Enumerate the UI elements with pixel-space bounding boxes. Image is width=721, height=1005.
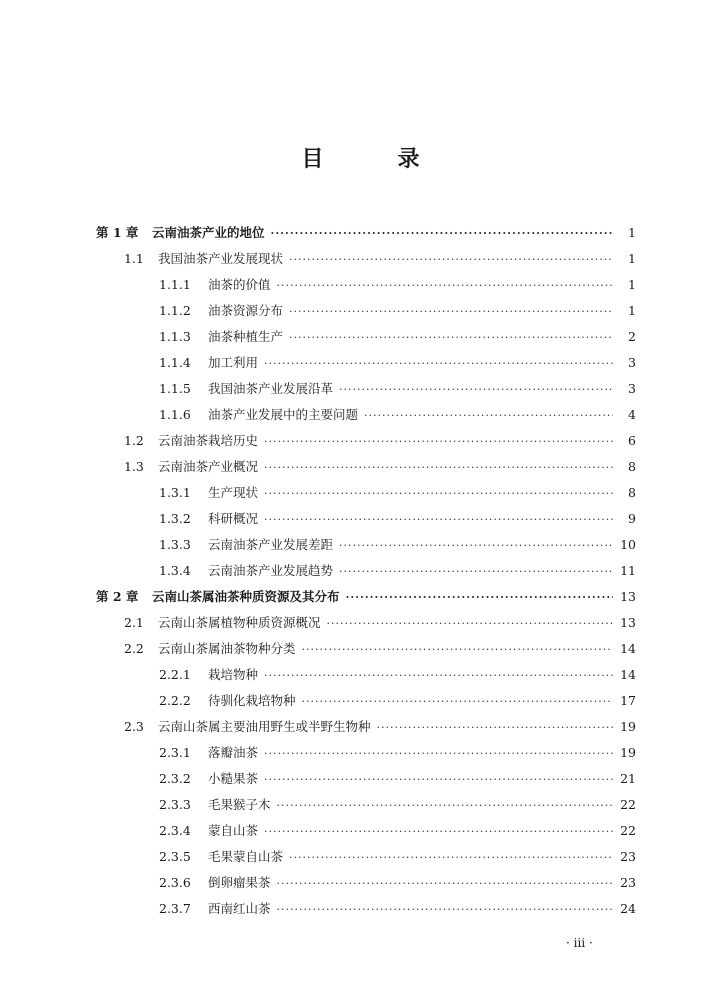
toc-entry-title: 油茶产业发展中的主要问题 xyxy=(208,407,359,422)
toc-leader-dots xyxy=(289,299,613,325)
toc-entry-page: 13 xyxy=(620,589,636,604)
toc-entry-page: 3 xyxy=(628,381,636,396)
toc-entry-title: 云南山茶属主要油用野生或半野生物种 xyxy=(158,719,371,734)
toc-entry[interactable] xyxy=(0,480,721,506)
toc-entry-page: 19 xyxy=(620,719,636,734)
toc-leader-dots xyxy=(289,325,613,351)
toc-entry-page: 1 xyxy=(628,277,636,292)
toc-leader-dots xyxy=(264,663,613,689)
toc-entry[interactable] xyxy=(0,272,721,298)
toc-entry-title: 加工利用 xyxy=(208,355,259,370)
toc-entry[interactable] xyxy=(0,610,721,636)
toc-entry-page: 21 xyxy=(620,771,636,786)
toc-entry-page: 6 xyxy=(628,433,636,448)
toc-entry-title: 云南油茶产业发展趋势 xyxy=(208,563,334,578)
toc-leader-dots xyxy=(302,637,613,663)
toc-entry-title: 云南油茶产业概况 xyxy=(158,459,259,474)
toc-entry-number: 1.1.2 xyxy=(159,303,191,318)
toc-entry-title: 蒙自山茶 xyxy=(208,823,259,838)
toc-leader-dots xyxy=(302,689,613,715)
toc-leader-dots xyxy=(264,429,613,455)
toc-entry-number: 1.1.5 xyxy=(159,381,191,396)
toc-entry-title: 西南红山茶 xyxy=(208,901,271,916)
toc-entry-title: 云南山茶属油茶种质资源及其分布 xyxy=(152,589,340,604)
toc-entry[interactable] xyxy=(0,428,721,454)
table-of-contents xyxy=(0,220,721,922)
toc-entry-number: 1.1.4 xyxy=(159,355,191,370)
toc-entry-number: 1.1.1 xyxy=(159,277,191,292)
toc-leader-dots xyxy=(289,247,613,273)
toc-leader-dots xyxy=(264,819,613,845)
toc-entry-title: 云南山茶属油茶物种分类 xyxy=(158,641,296,656)
toc-entry-number: 1.3.2 xyxy=(159,511,191,526)
toc-entry-number: 1.3.1 xyxy=(159,485,191,500)
toc-entry-number: 2.3 xyxy=(124,719,144,734)
toc-leader-dots xyxy=(346,585,613,611)
toc-leader-dots xyxy=(277,273,613,299)
toc-entry-title: 毛果蒙自山茶 xyxy=(208,849,284,864)
toc-entry-number: 第 1 章 xyxy=(96,225,139,240)
toc-entry[interactable] xyxy=(0,662,721,688)
toc-entry-title: 栽培物种 xyxy=(208,667,259,682)
toc-entry[interactable] xyxy=(0,220,721,246)
toc-entry-page: 10 xyxy=(620,537,636,552)
toc-entry-page: 3 xyxy=(628,355,636,370)
toc-entry-page: 14 xyxy=(620,667,636,682)
toc-entry-title: 云南油茶产业发展差距 xyxy=(208,537,334,552)
toc-leader-dots xyxy=(264,455,613,481)
toc-entry-title: 我国油茶产业发展现状 xyxy=(158,251,284,266)
toc-entry-title: 油茶种植生产 xyxy=(208,329,284,344)
toc-entry-page: 17 xyxy=(620,693,636,708)
toc-entry-number: 2.3.2 xyxy=(159,771,191,786)
toc-entry[interactable] xyxy=(0,246,721,272)
toc-entry[interactable] xyxy=(0,506,721,532)
toc-entry-number: 2.3.1 xyxy=(159,745,191,760)
toc-entry-page: 1 xyxy=(628,225,636,240)
toc-entry[interactable] xyxy=(0,714,721,740)
toc-entry[interactable] xyxy=(0,636,721,662)
toc-entry[interactable] xyxy=(0,896,721,922)
toc-entry-page: 24 xyxy=(620,901,636,916)
toc-leader-dots xyxy=(264,351,613,377)
toc-leader-dots xyxy=(264,767,613,793)
toc-entry[interactable] xyxy=(0,818,721,844)
toc-entry-title: 云南油茶产业的地位 xyxy=(152,225,265,240)
toc-entry-page: 23 xyxy=(620,849,636,864)
toc-entry-page: 9 xyxy=(628,511,636,526)
toc-entry-number: 1.2 xyxy=(124,433,144,448)
toc-entry-title: 油茶的价值 xyxy=(208,277,271,292)
toc-entry[interactable] xyxy=(0,870,721,896)
toc-entry[interactable] xyxy=(0,324,721,350)
page-title: 目 录 xyxy=(301,146,446,172)
toc-entry-number: 2.3.6 xyxy=(159,875,191,890)
toc-entry-title: 云南油茶栽培历史 xyxy=(158,433,259,448)
toc-entry[interactable] xyxy=(0,558,721,584)
toc-entry-number: 2.2.2 xyxy=(159,693,191,708)
page-number: · ⅲ · xyxy=(566,936,593,950)
toc-entry[interactable] xyxy=(0,402,721,428)
toc-leader-dots xyxy=(264,507,613,533)
toc-leader-dots xyxy=(271,221,613,247)
toc-leader-dots xyxy=(377,715,613,741)
toc-entry-title: 倒卵瘤果茶 xyxy=(208,875,271,890)
toc-entry-number: 1.3.3 xyxy=(159,537,191,552)
toc-entry[interactable] xyxy=(0,532,721,558)
toc-entry-page: 1 xyxy=(628,303,636,318)
toc-leader-dots xyxy=(264,481,613,507)
toc-entry-page: 4 xyxy=(628,407,636,422)
toc-entry[interactable] xyxy=(0,766,721,792)
toc-entry-number: 1.3 xyxy=(124,459,144,474)
toc-entry-page: 13 xyxy=(620,615,636,630)
toc-entry-title: 待驯化栽培物种 xyxy=(208,693,296,708)
toc-leader-dots xyxy=(339,559,613,585)
toc-entry[interactable] xyxy=(0,376,721,402)
toc-entry[interactable] xyxy=(0,350,721,376)
toc-entry-title: 生产现状 xyxy=(208,485,259,500)
toc-leader-dots xyxy=(289,845,613,871)
toc-leader-dots xyxy=(327,611,613,637)
toc-entry[interactable] xyxy=(0,584,721,610)
toc-entry-title: 科研概况 xyxy=(208,511,259,526)
toc-entry-page: 2 xyxy=(628,329,636,344)
toc-entry[interactable] xyxy=(0,688,721,714)
toc-entry-number: 1.1.3 xyxy=(159,329,191,344)
toc-entry-page: 14 xyxy=(620,641,636,656)
toc-entry[interactable] xyxy=(0,740,721,766)
toc-leader-dots xyxy=(264,741,613,767)
toc-entry-number: 2.2 xyxy=(124,641,144,656)
toc-entry-page: 19 xyxy=(620,745,636,760)
toc-entry[interactable] xyxy=(0,844,721,870)
toc-leader-dots xyxy=(277,871,613,897)
toc-entry[interactable] xyxy=(0,792,721,818)
toc-entry-title: 毛果猴子木 xyxy=(208,797,271,812)
toc-leader-dots xyxy=(277,793,613,819)
toc-entry-number: 1.1.6 xyxy=(159,407,191,422)
toc-entry-page: 23 xyxy=(620,875,636,890)
toc-entry-page: 11 xyxy=(620,563,636,578)
toc-entry-title: 油茶资源分布 xyxy=(208,303,284,318)
toc-entry-number: 1.3.4 xyxy=(159,563,191,578)
toc-entry-page: 1 xyxy=(628,251,636,266)
toc-leader-dots xyxy=(339,533,613,559)
toc-leader-dots xyxy=(339,377,613,403)
toc-entry-number: 第 2 章 xyxy=(96,589,139,604)
toc-entry-number: 2.1 xyxy=(124,615,144,630)
toc-entry[interactable] xyxy=(0,298,721,324)
toc-entry-page: 22 xyxy=(620,797,636,812)
toc-entry-page: 22 xyxy=(620,823,636,838)
toc-leader-dots xyxy=(364,403,613,429)
toc-entry-title: 小糙果茶 xyxy=(208,771,259,786)
toc-entry-number: 2.3.4 xyxy=(159,823,191,838)
toc-entry-title: 我国油茶产业发展沿革 xyxy=(208,381,334,396)
toc-entry-number: 2.3.7 xyxy=(159,901,191,916)
toc-leader-dots xyxy=(277,897,613,923)
toc-entry-number: 1.1 xyxy=(124,251,144,266)
toc-entry-page: 8 xyxy=(628,459,636,474)
toc-entry-number: 2.2.1 xyxy=(159,667,191,682)
toc-entry-number: 2.3.3 xyxy=(159,797,191,812)
toc-entry-number: 2.3.5 xyxy=(159,849,191,864)
toc-entry-title: 云南山茶属植物种质资源概况 xyxy=(158,615,321,630)
toc-entry-title: 落瓣油茶 xyxy=(208,745,259,760)
toc-entry[interactable] xyxy=(0,454,721,480)
toc-entry-page: 8 xyxy=(628,485,636,500)
